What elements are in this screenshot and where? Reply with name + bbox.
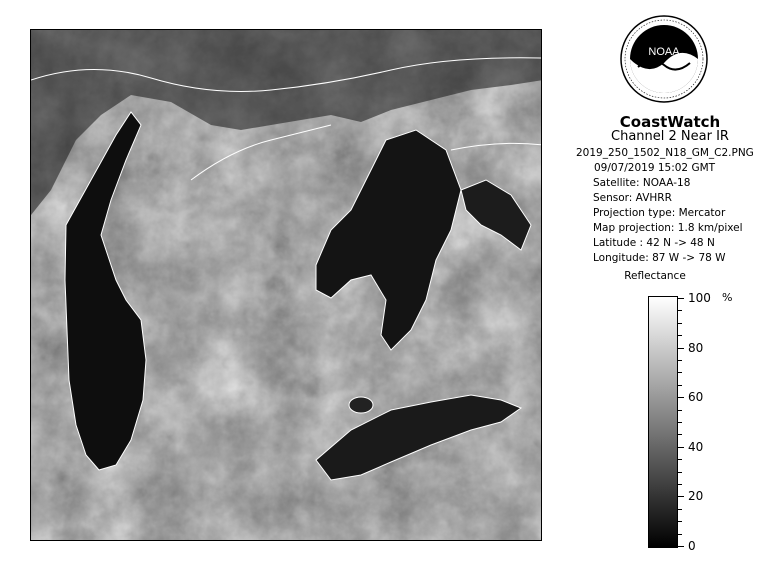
- sensor: Sensor: AVHRR: [593, 192, 672, 204]
- satellite: Satellite: NOAA-18: [593, 177, 691, 189]
- colorbar-tick: [678, 546, 684, 547]
- colorbar-tick-label: 100: [688, 291, 711, 305]
- longitude: Longitude: 87 W -> 78 W: [593, 252, 726, 264]
- colorbar-label: Reflectance: [624, 270, 686, 282]
- colorbar-tick-label: 40: [688, 440, 704, 454]
- datetime: 09/07/2019 15:02 GMT: [594, 162, 716, 174]
- projection-type: Projection type: Mercator: [593, 207, 726, 219]
- colorbar-tick: [678, 410, 682, 411]
- colorbar-tick: [678, 484, 682, 485]
- colorbar-tick: [678, 534, 682, 535]
- colorbar-tick-label: 60: [688, 390, 704, 404]
- latitude: Latitude : 42 N -> 48 N: [593, 237, 715, 249]
- colorbar-tick: [678, 422, 682, 423]
- filename: 2019_250_1502_N18_GM_C2.PNG: [576, 147, 754, 159]
- colorbar-tick-label: 20: [688, 489, 704, 503]
- colorbar-tick: [678, 298, 684, 299]
- lake-st-clair: [349, 397, 373, 413]
- colorbar-tick: [678, 496, 684, 497]
- logo-text: NOAA: [648, 46, 680, 58]
- colorbar-tick: [678, 509, 682, 510]
- colorbar-tick: [678, 472, 682, 473]
- colorbar-tick: [678, 335, 682, 336]
- colorbar-tick-label: 80: [688, 341, 704, 355]
- colorbar-tick: [678, 459, 682, 460]
- colorbar-tick: [678, 521, 682, 522]
- colorbar-tick: [678, 310, 682, 311]
- colorbar-tick: [678, 385, 682, 386]
- channel-title: Channel 2 Near IR: [611, 129, 729, 144]
- colorbar-tick: [678, 447, 684, 448]
- map-projection: Map projection: 1.8 km/pixel: [593, 222, 743, 234]
- colorbar-tick: [678, 397, 684, 398]
- colorbar-tick-label: 0: [688, 539, 696, 553]
- satellite-svg: [31, 30, 542, 541]
- brand-title: CoastWatch: [619, 113, 721, 131]
- colorbar-tick: [678, 348, 684, 349]
- colorbar-tick: [678, 323, 682, 324]
- colorbar-tick: [678, 372, 682, 373]
- colorbar-tick: [678, 360, 682, 361]
- noaa-logo: [620, 15, 708, 103]
- colorbar-unit: %: [722, 291, 733, 304]
- reflectance-colorbar: [648, 296, 678, 548]
- satellite-image: [30, 29, 542, 541]
- colorbar-tick: [678, 434, 682, 435]
